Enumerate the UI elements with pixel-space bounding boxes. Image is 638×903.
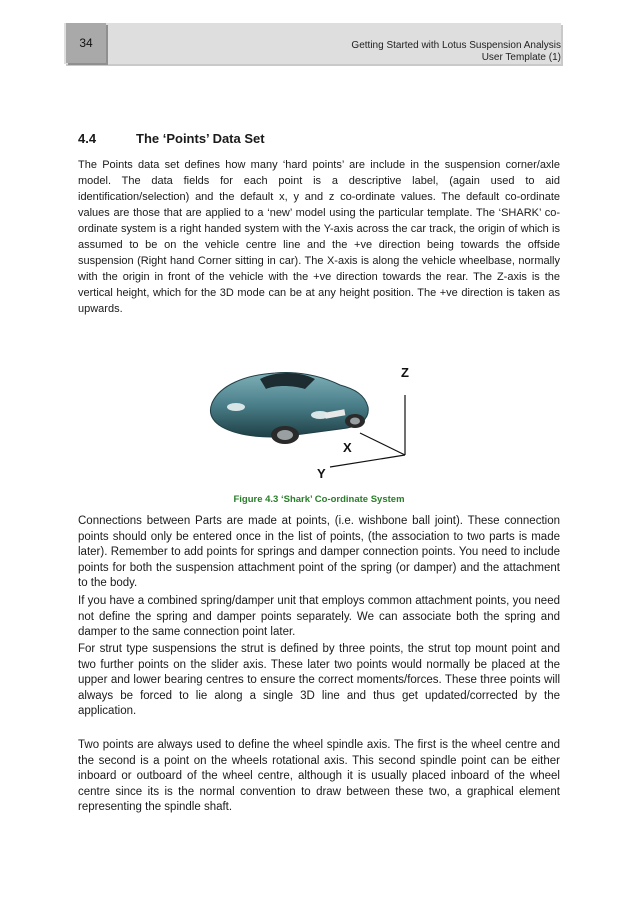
axis-y-label: Y (317, 466, 326, 481)
car-headlight-left (227, 403, 245, 411)
x-axis-line (360, 433, 405, 455)
paragraph-combined-unit: If you have a combined spring/damper unit that employs common attachment points, you need not define the spring and damper points separately. We can associate both the spring and damper to the same connection point later. (78, 595, 560, 639)
page-number: 34 (66, 23, 106, 63)
y-axis-line (330, 455, 405, 467)
paragraph-strut: For strut type suspensions the strut is defined by three points, the strut top mount point and two further points on the slider axis. These later two points would normally be placed at the upper and lower bearing centres to ensure the correct moments/forces. These three points will always be forced to lie along a single 3D line and thus get updated/corrected by the application. (78, 643, 560, 718)
running-title-line1: Getting Started with Lotus Suspension Analysis (351, 40, 561, 51)
car-wheel-front-rim (277, 430, 293, 440)
section-number: 4.4 (78, 131, 97, 146)
axis-z-label: Z (401, 365, 409, 380)
car-wheel-rear-rim (350, 418, 360, 425)
coordinate-system-figure (200, 355, 425, 485)
paragraph-intro: The Points data set defines how many ‘hard points’ are include in the suspension corner/axle model. The data fields for each point is a descriptive label, (again used to aid identification/selection) and the default x, y and z co-ordinate values. The default co-ordinate values are those that are applied to a ‘new’ model using the particular template. The ‘SHARK’ co-ordinate system is a right handed system with the Y-axis across the car track, the origin of which is assumed to be on the vehicle centre line and the +ve direction being towards the offside suspension (Right hand Corner sitting in car). The X-axis is along the vehicle wheelbase, normally with the origin in front of the vehicle with the +ve direction towards the rear. The Z-axis is the vertical height, which for the 3D mode can be at any height position. The +ve direction is taken as upwards. (78, 159, 560, 315)
car-illustration (200, 355, 425, 485)
paragraph-connections: Connections between Parts are made at points, (i.e. wishbone ball joint). These connection points should only be entered once in the list of points, (the association to two parts is made later). Remember to add points for springs and damper connection points. You need to include points for both the suspension attachment point of the spring (or damper) and the attachment to the body. (78, 515, 560, 590)
paragraph-spindle: Two points are always used to define the wheel spindle axis. The first is the wheel centre and the second is a point on the wheels rotational axis. This second spindle point can be either inboard or outboard of the wheel centre, although it is usually placed inboard of the wheel centre since its is the normal convention to draw between these two, a graphical element representing the spindle shaft. (78, 739, 560, 814)
axis-x-label: X (343, 440, 352, 455)
figure-caption: Figure 4.3 ‘Shark’ Co-ordinate System (233, 494, 405, 505)
section-title: The ‘Points’ Data Set (136, 131, 265, 146)
running-title-line2: User Template (1) (481, 52, 561, 63)
section-heading (78, 131, 265, 146)
running-title (351, 40, 561, 64)
